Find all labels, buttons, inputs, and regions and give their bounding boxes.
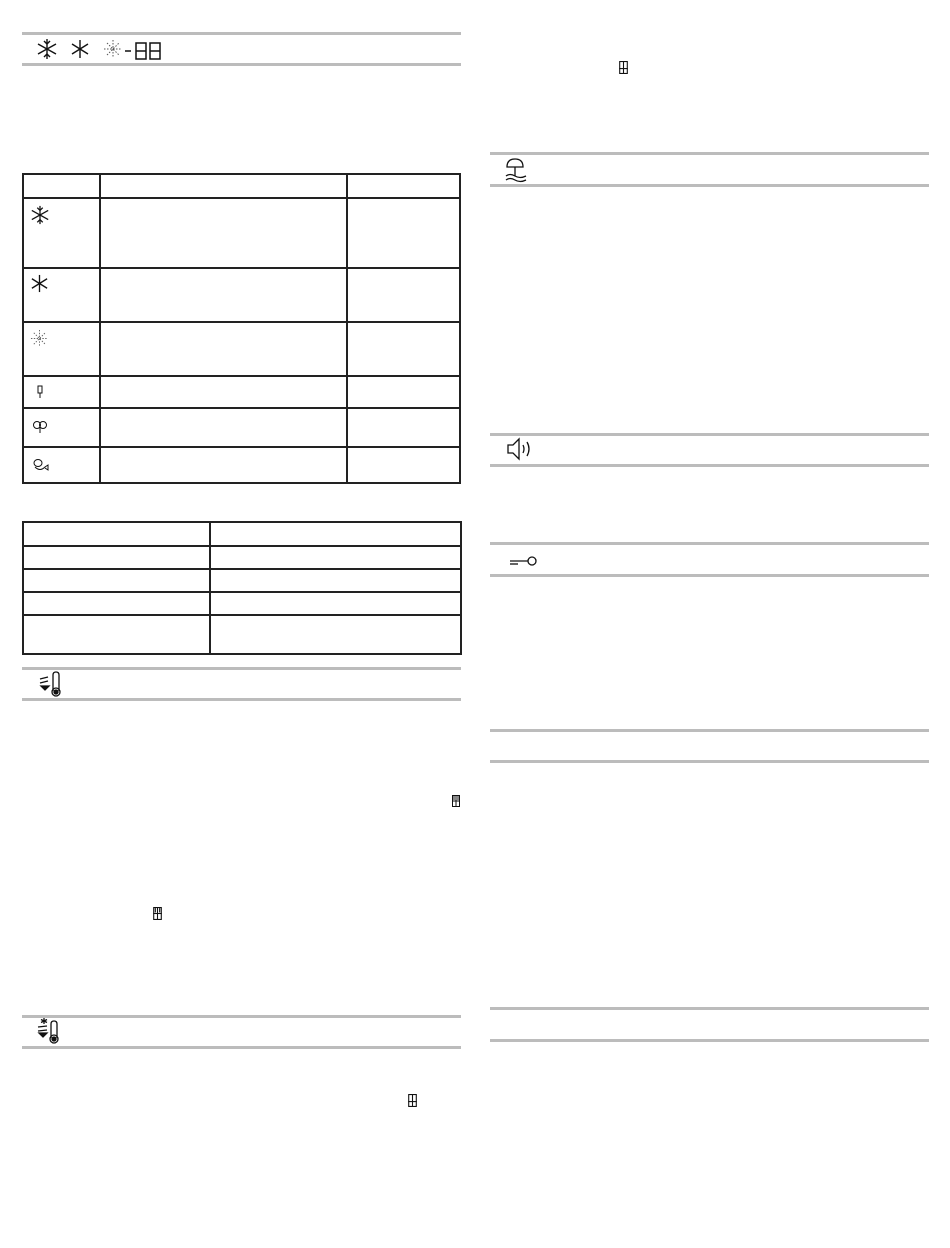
mushroom-icon (32, 420, 99, 439)
table-cell (23, 592, 210, 615)
section-rule-bottom (490, 760, 929, 763)
section-rule-top (490, 433, 929, 436)
table-cell (100, 198, 347, 268)
header-rule-bottom (22, 63, 461, 66)
table-cell (23, 322, 100, 376)
section-rule-top (490, 152, 929, 155)
chill-icon (30, 329, 99, 353)
table-row (23, 592, 461, 615)
panel-mark-icon (153, 907, 159, 918)
section-rule-top (490, 729, 929, 732)
panel-mark-icon (452, 794, 458, 805)
table-cell (100, 174, 347, 198)
panel-mark-icon (408, 1094, 414, 1105)
table-row (23, 198, 460, 268)
section-rule-bottom (490, 464, 929, 467)
table-cell (23, 615, 210, 654)
freeze-icon (30, 274, 99, 298)
section-rule-top (22, 667, 461, 670)
super-freeze-thermo-icon (37, 1018, 63, 1044)
table-cell (347, 376, 460, 408)
section-rule-top (22, 1015, 461, 1018)
digit-display (124, 41, 164, 61)
table-cell (210, 569, 461, 592)
table-cell (23, 268, 100, 322)
section-rule-top (490, 1007, 929, 1010)
table-row (23, 376, 460, 408)
vacation-icon (504, 157, 528, 183)
table-row (23, 322, 460, 376)
table-row (23, 408, 460, 447)
section-rule-top (490, 542, 929, 545)
section-rule-bottom (22, 1046, 461, 1049)
table-row (23, 268, 460, 322)
panel-mark-icon (619, 61, 625, 72)
section-rule-bottom (22, 698, 461, 701)
table-row (23, 447, 460, 483)
symbols-table (22, 173, 461, 484)
table-row (23, 569, 461, 592)
table-row (23, 546, 461, 569)
section-rule-bottom (490, 1039, 929, 1042)
table-cell (210, 522, 461, 546)
table-cell (210, 615, 461, 654)
settings-table (22, 521, 462, 655)
table-cell (347, 198, 460, 268)
freeze-icon (70, 39, 90, 59)
table-cell (347, 174, 460, 198)
table-cell (23, 522, 210, 546)
super-freeze-icon (36, 38, 58, 60)
key-lock-icon (508, 553, 540, 569)
table-cell (100, 322, 347, 376)
table-cell (347, 447, 460, 483)
super-freeze-icon (30, 205, 99, 230)
super-cool-icon (38, 671, 64, 697)
table-cell (23, 408, 100, 447)
table-cell (23, 569, 210, 592)
header-rule-top (22, 32, 461, 35)
table-row (23, 522, 461, 546)
table-cell (347, 408, 460, 447)
table-cell (23, 447, 100, 483)
table-cell (100, 376, 347, 408)
section-rule-bottom (490, 574, 929, 577)
table-cell (210, 592, 461, 615)
table-row (23, 615, 461, 654)
table-cell (23, 198, 100, 268)
table-cell (23, 376, 100, 408)
table-cell (100, 408, 347, 447)
table-cell (23, 546, 210, 569)
table-cell (210, 546, 461, 569)
sound-icon (506, 437, 534, 461)
meat-fish-icon (32, 458, 99, 477)
table-cell (100, 447, 347, 483)
bottle-icon (37, 385, 99, 404)
table-row (23, 174, 460, 198)
section-rule-bottom (490, 184, 929, 187)
table-cell (100, 268, 347, 322)
table-cell (347, 268, 460, 322)
table-cell (347, 322, 460, 376)
chill-icon (103, 39, 123, 59)
table-cell (23, 174, 100, 198)
